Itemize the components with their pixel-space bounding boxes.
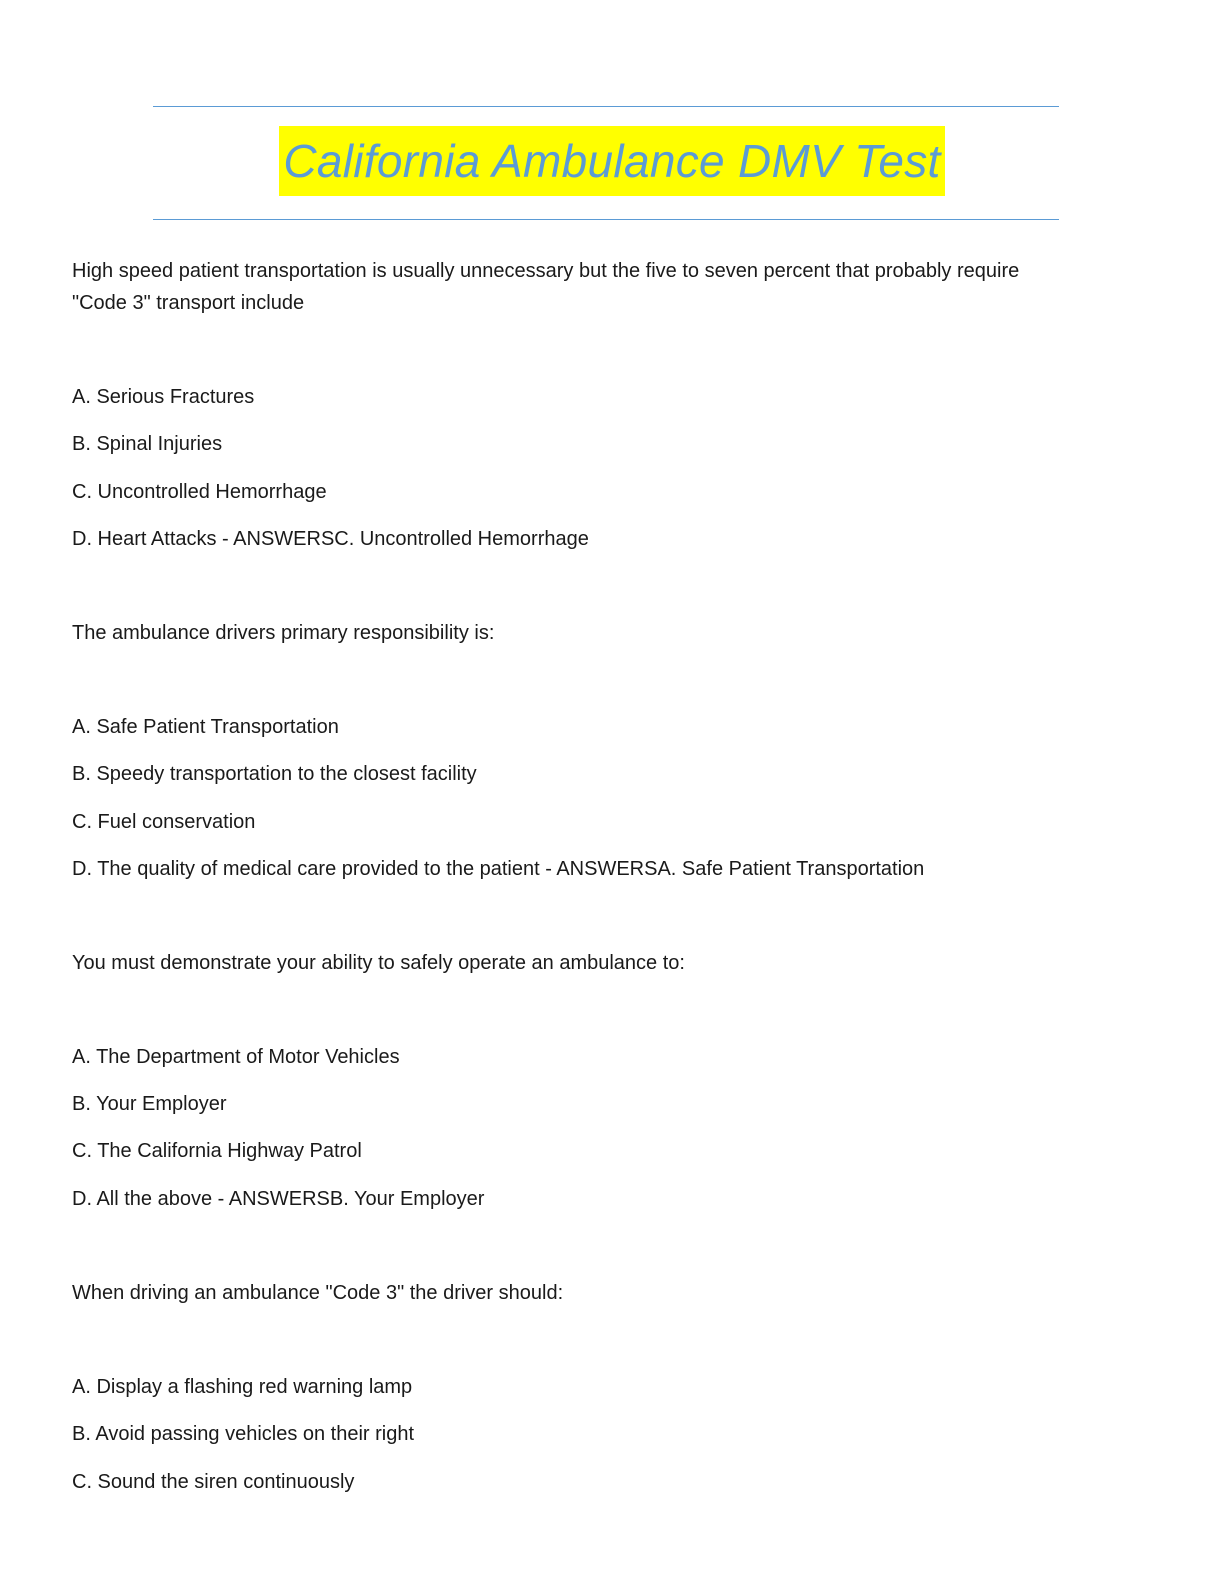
question-3-prompt: You must demonstrate your ability to safely operate an ambulance to: [72,952,685,974]
page-title: California Ambulance DMV Test [279,126,944,196]
question-3-option-c: C. The California Highway Patrol [72,1140,362,1162]
question-1-option-d-answer: D. Heart Attacks - ANSWERSC. Uncontrolled Hemorrhage [72,528,589,550]
question-2-option-d-answer: D. The quality of medical care provided to the patient - ANSWERSA. Safe Patient Transportation [72,858,925,880]
question-1-prompt-line-2: "Code 3" transport include [72,292,305,314]
question-3-option-a: A. The Department of Motor Vehicles [72,1046,400,1068]
question-4-option-a: A. Display a flashing red warning lamp [72,1376,413,1398]
question-3-option-b: B. Your Employer [72,1093,227,1115]
question-2-option-b: B. Speedy transportation to the closest facility [72,763,477,785]
title-rule-top [153,106,1059,107]
question-2-option-a: A. Safe Patient Transportation [72,716,339,738]
question-1-option-c: C. Uncontrolled Hemorrhage [72,481,327,503]
question-3-option-d-answer: D. All the above - ANSWERSB. Your Employer [72,1188,485,1210]
question-1-prompt-line-1: High speed patient transportation is usually unnecessary but the five to seven percent that probably require [72,260,1020,282]
question-4-option-b: B. Avoid passing vehicles on their right [72,1423,415,1445]
question-2-option-c: C. Fuel conservation [72,811,256,833]
question-1-option-b: B. Spinal Injuries [72,433,223,455]
title-rule-bottom [153,219,1059,220]
question-1-option-a: A. Serious Fractures [72,386,255,408]
question-2-prompt: The ambulance drivers primary responsibility is: [72,622,495,644]
question-4-option-c: C. Sound the siren continuously [72,1471,355,1493]
title-container [0,126,1224,196]
question-4-prompt: When driving an ambulance "Code 3" the driver should: [72,1282,564,1304]
